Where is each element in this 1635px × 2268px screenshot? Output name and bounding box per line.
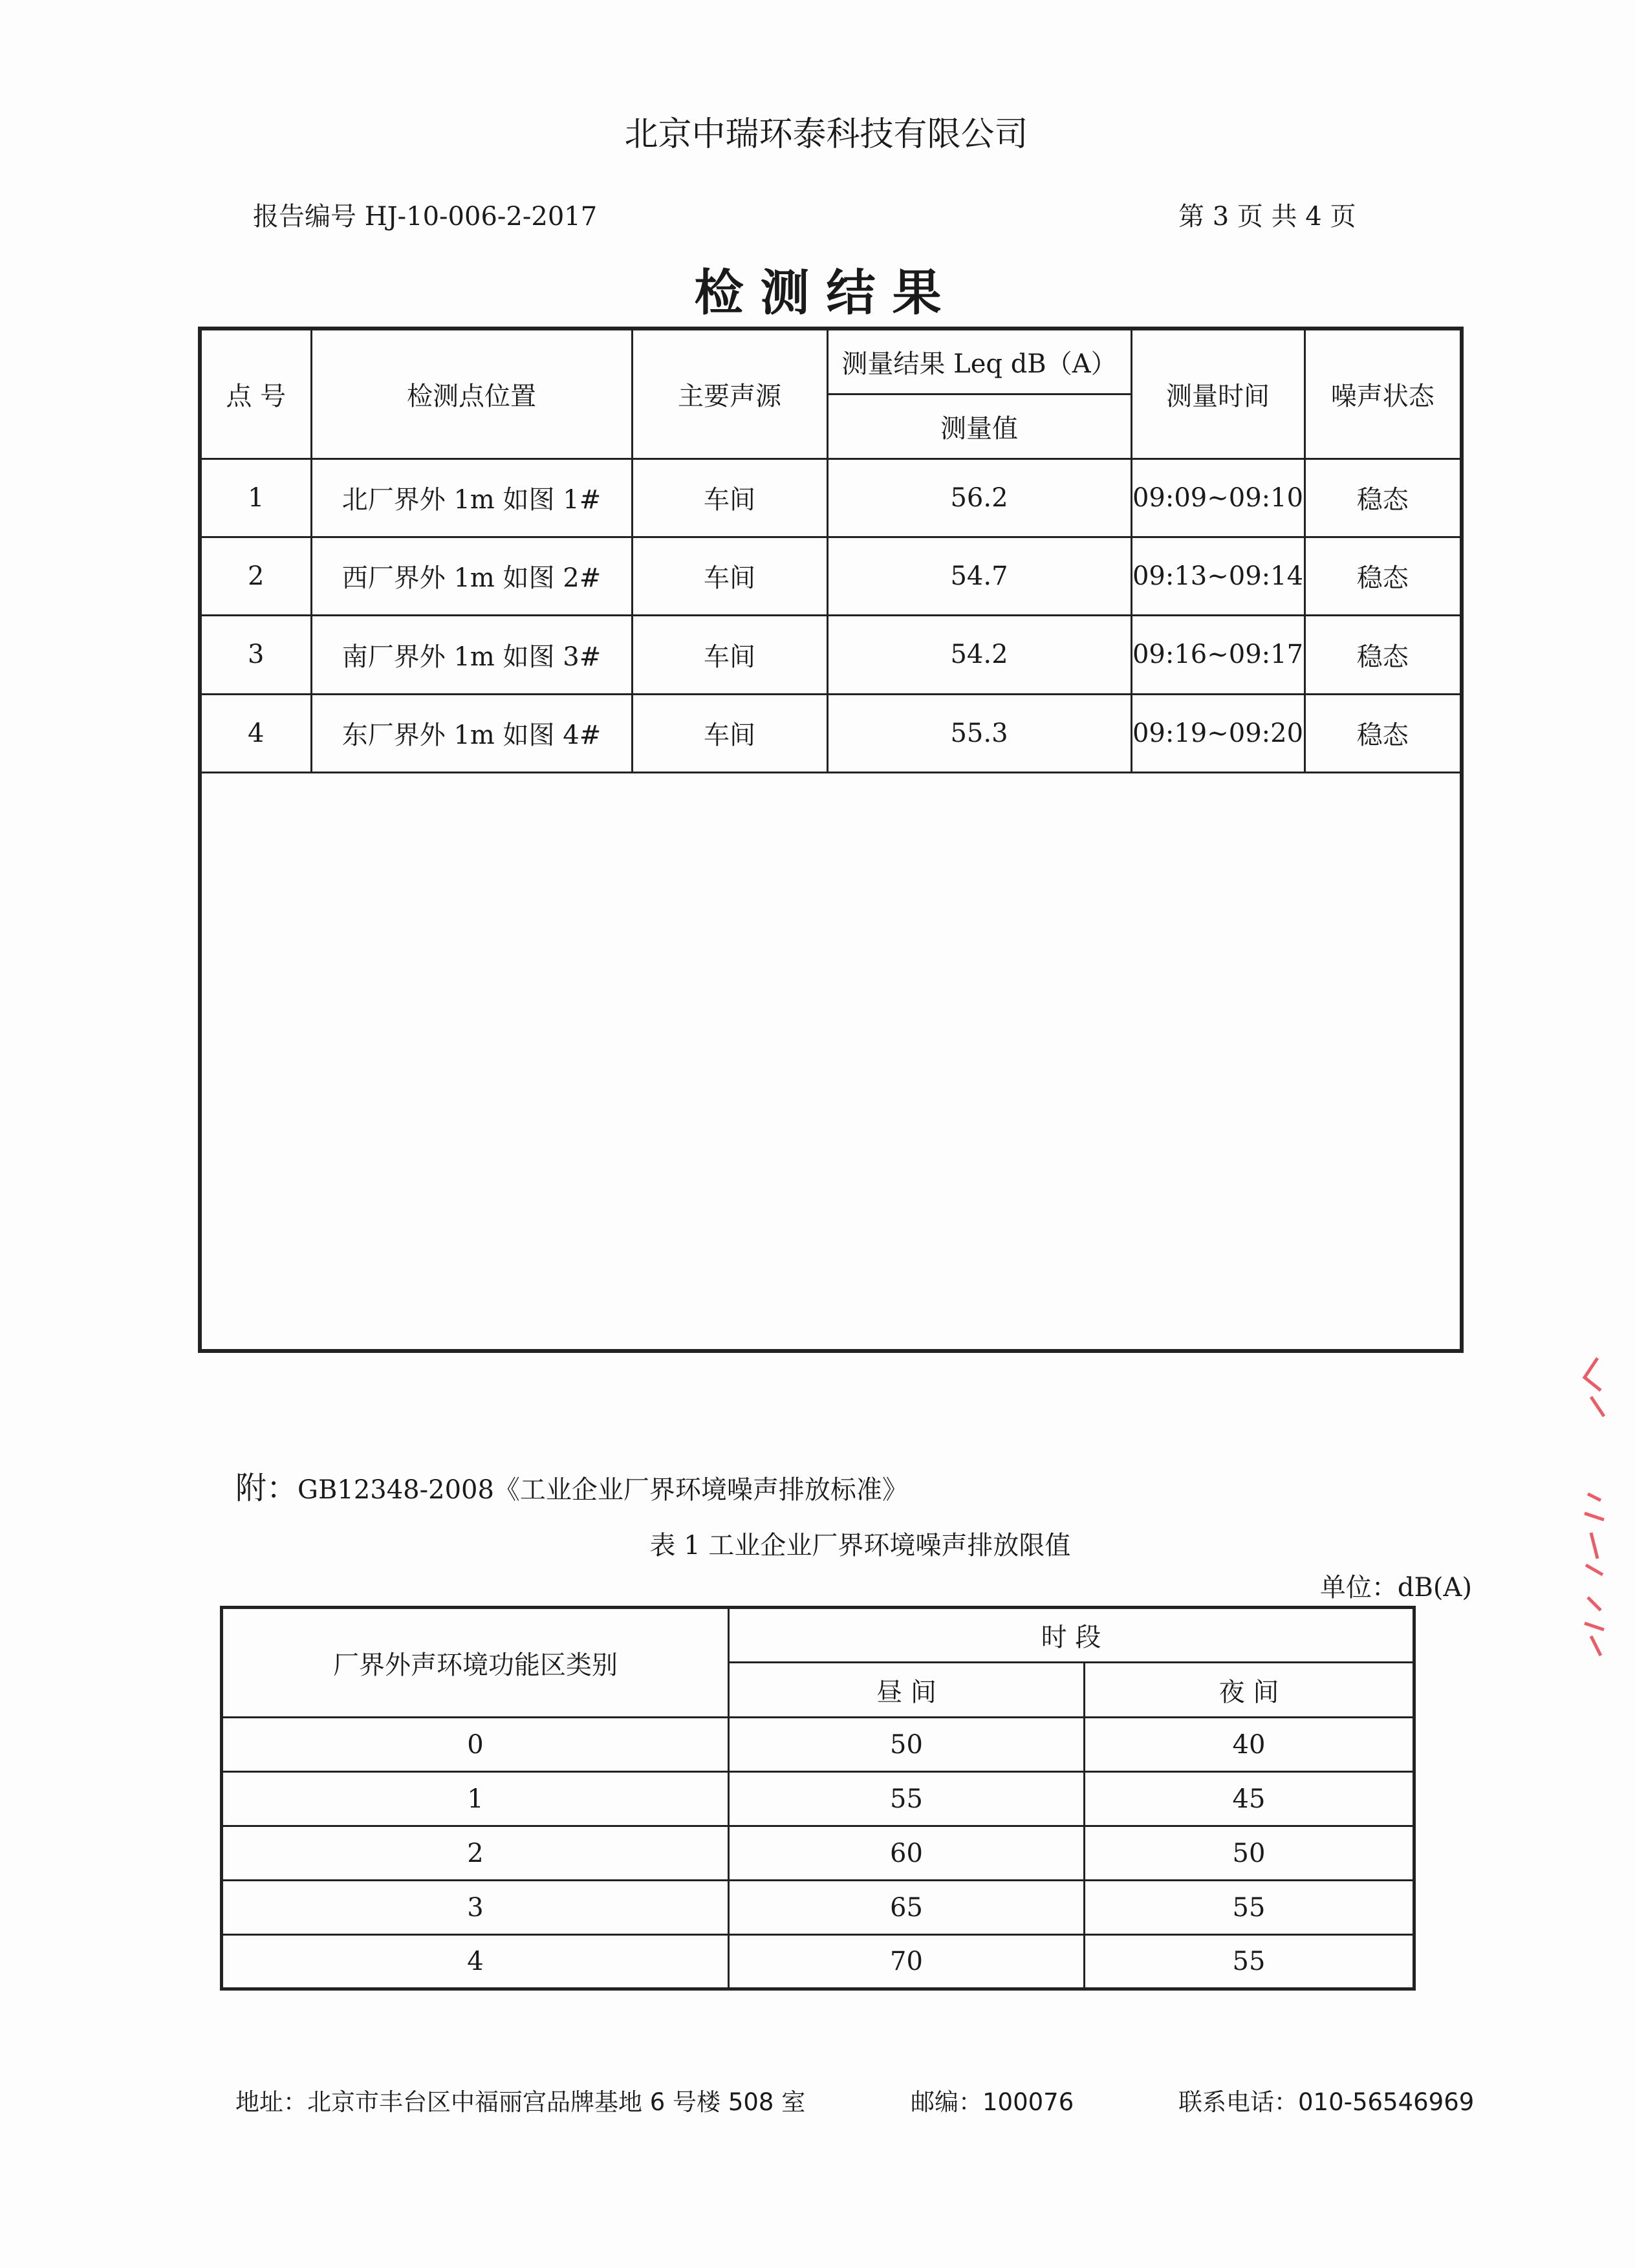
blank-area [200,772,1462,1351]
cell-location: 南厂界外 1m 如图 3# [311,615,632,694]
cell-category: 4 [222,1935,729,1989]
footer-postcode: 邮编：100076 [911,2088,1074,2116]
footer-phone: 联系电话：010-56546969 [1178,2088,1475,2116]
cell-category: 0 [222,1718,729,1772]
cell-category: 2 [222,1826,729,1881]
cell-no: 3 [200,615,311,694]
cell-night: 55 [1085,1935,1414,1989]
cell-location: 西厂界外 1m 如图 2# [311,537,632,615]
appendix-label: 附： [235,1470,298,1506]
cell-day: 70 [729,1935,1085,1989]
header-location: 检测点位置 [311,329,632,459]
table-row [200,537,1462,615]
cell-state: 稳态 [1305,537,1462,615]
cell-value: 56.2 [827,459,1131,537]
table-row [222,1718,1414,1772]
table-row [222,1935,1414,1989]
table-row [200,615,1462,694]
table-caption: 表 1 工业企业厂界环境噪声排放限值 [649,1531,1071,1561]
footer-address: 地址：北京市丰台区中福丽宫品牌基地 6 号楼 508 室 [235,2088,806,2116]
cell-state: 稳态 [1305,459,1462,537]
header-source: 主要声源 [632,329,827,459]
cell-day: 55 [729,1772,1085,1826]
unit-label: 单位：dB(A) [1319,1573,1472,1603]
header-period: 时 段 [729,1608,1414,1663]
cell-day: 50 [729,1718,1085,1772]
cell-night: 55 [1085,1881,1414,1935]
cell-time: 09:09~09:10 [1131,459,1305,537]
header-night: 夜 间 [1085,1663,1414,1718]
header-measured-value: 测量值 [827,394,1131,459]
table-row [200,459,1462,537]
header-time: 测量时间 [1131,329,1305,459]
table-header-row [200,329,1462,394]
cell-night: 50 [1085,1826,1414,1881]
cell-source: 车间 [632,459,827,537]
cell-state: 稳态 [1305,694,1462,772]
cell-no: 2 [200,537,311,615]
cell-no: 4 [200,694,311,772]
cell-time: 09:19~09:20 [1131,694,1305,772]
cell-source: 车间 [632,537,827,615]
cell-state: 稳态 [1305,615,1462,694]
cell-value: 55.3 [827,694,1131,772]
cell-no: 1 [200,459,311,537]
table-row [222,1881,1414,1935]
header-day: 昼 间 [729,1663,1085,1718]
cell-source: 车间 [632,694,827,772]
table-row [222,1826,1414,1881]
header-category: 厂界外声环境功能区类别 [222,1608,729,1718]
cell-value: 54.7 [827,537,1131,615]
cell-category: 1 [222,1772,729,1826]
cell-day: 60 [729,1826,1085,1881]
table-row [222,1772,1414,1826]
cell-value: 54.2 [827,615,1131,694]
appendix-standard: GB12348-2008《工业企业厂界环境噪声排放标准》 [298,1475,908,1505]
cell-time: 09:16~09:17 [1131,615,1305,694]
header-point-no: 点 号 [200,329,311,459]
cell-source: 车间 [632,615,827,694]
page-info: 第 3 页 共 4 页 [1178,202,1356,232]
company-name: 北京中瑞环泰科技有限公司 [624,115,1028,154]
limits-table [220,1606,1416,1991]
appendix-line [235,1463,908,1507]
header-state: 噪声状态 [1305,329,1462,459]
cell-location: 北厂界外 1m 如图 1# [311,459,632,537]
red-stamp-fragment [1572,1352,1610,1662]
results-table [198,327,1464,1353]
table-header-row [222,1608,1414,1663]
report-number: 报告编号 HJ-10-006-2-2017 [253,202,598,232]
cell-night: 40 [1085,1718,1414,1772]
header-result-group: 测量结果 Leq dB（A） [827,329,1131,394]
cell-location: 东厂界外 1m 如图 4# [311,694,632,772]
table-row [200,694,1462,772]
cell-category: 3 [222,1881,729,1935]
cell-day: 65 [729,1881,1085,1935]
page-title: 检测结果 [694,264,958,321]
cell-night: 45 [1085,1772,1414,1826]
cell-time: 09:13~09:14 [1131,537,1305,615]
